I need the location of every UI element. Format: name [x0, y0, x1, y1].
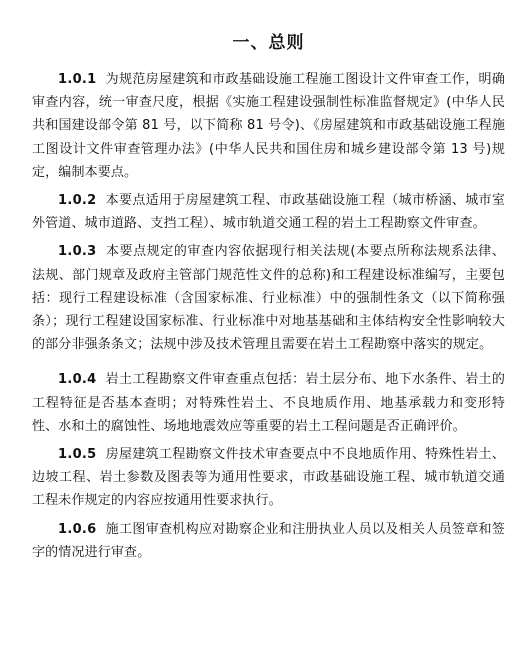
- clause-1-0-5: [32, 443, 505, 513]
- clause-text: 本要点规定的审查内容依据现行相关法规(本要点所称法规系法律、法规、部门规章及政府主管部门规范性文件的总称)和工程建设标准编写，主要包括：现行工程建设标准（含国家标准、行业标准）中的强制性条文（以下简称强条）；现行工程建设国家标准、行业标准中对地基基础和主体结构安全性影响较大的部分非强条条文；法规中涉及技术管理且需要在岩土工程勘察中落实的规定。: [32, 244, 505, 353]
- clause-number: 1.0.3: [58, 244, 97, 260]
- clause-text: 本要点适用于房屋建筑工程、市政基础设施工程（城市桥涵、城市室外管道、城市道路、支挡工程）、城市轨道交通工程的岩土工程勘察文件审查。: [32, 193, 505, 232]
- clause-1-0-6: [32, 518, 505, 564]
- clause-1-0-4: [32, 368, 505, 438]
- clause-text: 岩土工程勘察文件审查重点包括：岩土层分布、地下水条件、岩土的工程特征是否基本查明；对特殊性岩土、不良地质作用、地基承载力和变形特性、水和土的腐蚀性、场地地震效应等重要的岩土工程问题是否正确评价。: [32, 372, 505, 434]
- clause-number: 1.0.6: [58, 521, 97, 537]
- clause-text: 施工图审查机构应对勘察企业和注册执业人员以及相关人员签章和签字的情况进行审查。: [32, 521, 505, 560]
- clause-text: 房屋建筑工程勘察文件技术审查要点中不良地质作用、特殊性岩土、边坡工程、岩土参数及图表等为通用性要求，市政基础设施工程、城市轨道交通工程未作规定的内容应按通用性要求执行。: [32, 447, 505, 509]
- clause-1-0-1: [32, 68, 505, 184]
- clause-number: 1.0.4: [58, 372, 97, 388]
- clause-1-0-2: [32, 189, 505, 235]
- clause-number: 1.0.2: [58, 193, 97, 209]
- clause-number: 1.0.1: [58, 72, 97, 87]
- section-title: 一、总则: [232, 33, 305, 53]
- clause-1-0-3: [32, 240, 505, 356]
- clause-number: 1.0.5: [58, 447, 97, 463]
- clause-text: 为规范房屋建筑和市政基础设施工程施工图设计文件审查工作，明确审查内容，统一审查尺度，根据《实施工程建设强制性标准监督规定》(中华人民共和国建设部令第 81 号，以下简称 81 号令)、《房屋建筑和市政基础设施工程施工图设计文件审查管理办法》(中华人民共和国住房和城乡建设部令第 13 号)规定，编制本要点。: [32, 72, 505, 180]
